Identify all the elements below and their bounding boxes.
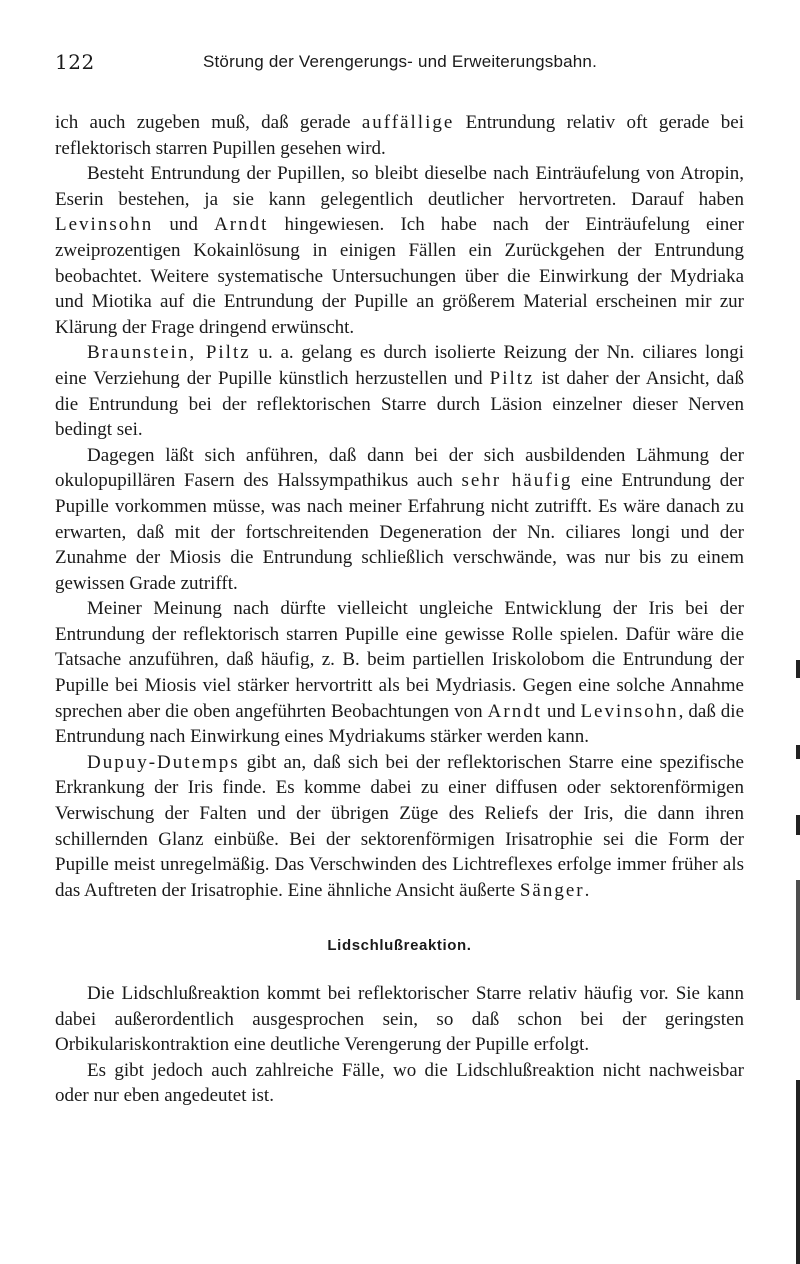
section-heading: Lidschlußreaktion. <box>327 937 472 955</box>
author-name: Levinsohn <box>580 700 679 722</box>
emphasis: auffällige <box>361 112 455 133</box>
running-title: Störung der Verengerungs- und Erweiterungsbahn. <box>202 52 598 71</box>
author-name: Sänger <box>519 879 585 901</box>
page-edge-shadow <box>796 660 800 678</box>
author-name: Levinsohn <box>55 214 154 236</box>
page-edge-shadow <box>796 1080 800 1264</box>
paragraph: Braunstein, Piltz u. a. gelang es durch isolierte Reizung der Nn. ciliares longi eine Verziehung der Pupille künstlich herzustellen und Piltz ist daher der Ansicht, daß die Entrundung bei der reflektorischen Starre durch Läsion einzelner dieser Nerven bedingt sei. <box>55 342 744 441</box>
emphasis: sehr häufig <box>461 470 573 492</box>
paragraph: ich auch zugeben muß, daß gerade auffällige Entrundung relativ oft gerade bei reflektorisch starren Pupillen gesehen wird. <box>55 112 745 159</box>
paragraph: Es gibt jedoch auch zahlreiche Fälle, wo die Lidschlußreaktion nicht nachweisbar oder nur eben angedeutet ist. <box>55 1059 744 1107</box>
paragraph: Dagegen läßt sich anführen, daß dann bei der sich ausbildenden Lähmung der okulopupillären Fasern des Halssympathikus auch sehr häufig eine Entrundung der Pupille vorkommen müsse, was nach meiner Erfahrung nicht zutrifft. Es wäre danach zu erwarten, daß mit der fortschreitenden Degeneration der Nn. ciliares longi und der Zunahme der Miosis die Entrundung schließlich verschwände, was nur bis zu einem gewissen Grade zutrifft. <box>55 444 744 594</box>
page-edge-shadow <box>796 880 800 1000</box>
paragraph: Die Lidschlußreaktion kommt bei reflektorischer Starre relativ häufig vor. Sie kann dabei außerordentlich ausgesprochen sein, so daß schon bei der geringsten Orbikulariskontraktion eine deutliche Verengerung der Pupille erfolgt. <box>55 983 744 1056</box>
author-name: Dupuy-Dutemps <box>87 751 240 773</box>
author-name: Piltz <box>489 367 535 389</box>
running-head <box>55 50 745 80</box>
author-name: Arndt <box>214 214 269 236</box>
paragraph: Meiner Meinung nach dürfte vielleicht ungleiche Entwicklung der Iris bei der Entrundung der reflektorisch starren Pupille eine gewisse Rolle spielen. Dafür wäre die Tatsache anzuführen, daß häufig, z. B. beim partiellen Iriskolobom die Entrundung der Pupille bei Miosis viel stärker hervortritt als bei Mydriasis. Gegen eine solche Annahme sprechen aber die oben angeführten Beobachtungen von Arndt und Levinsohn, daß die Entrundung nach Einwirkung eines Mydriakums stärker werden kann. <box>55 598 745 748</box>
page-edge-shadow <box>796 745 800 759</box>
paragraph: Dupuy-Dutemps gibt an, daß sich bei der reflektorischen Starre eine spezifische Erkrankung der Iris finde. Es komme dabei zu einer diffusen oder sektorenförmigen Verwischung der Falten und der übrigen Züge des Reliefs der Iris, die dann ihren schillernden Glanz einbüße. Bei der sektorenförmigen Irisatrophie sei die Form der Pupille meist unregelmäßig. Das Verschwinden des Lichtreflexes erfolge immer früher als das Auftreten der Irisatrophie. Eine ähnliche Ansicht äußerte Sänger. <box>55 751 744 901</box>
page-number: 122 <box>55 50 95 74</box>
page-edge-shadow <box>796 815 800 835</box>
body-text <box>55 110 744 1109</box>
paragraph: Besteht Entrundung der Pupillen, so bleibt dieselbe nach Einträufelung von Atropin, Eserin bestehen, ja sie kann gelegentlich deutlicher hervortreten. Darauf haben Levinsohn und Arndt hingewiesen. Ich habe nach der Einträufelung einer zweiprozentigen Kokainlösung in einigen Fällen ein Zurückgehen der Entrundung beobachtet. Weitere systematische Untersuchungen über die Einwirkung der Mydriaka und Miotika auf die Entrundung der Pupille an größerem Material erscheinen mir zur Klärung der Frage dringend erwünscht. <box>55 163 744 338</box>
author-name: Braunstein, Piltz <box>87 342 251 364</box>
author-name: Arndt <box>487 700 542 722</box>
